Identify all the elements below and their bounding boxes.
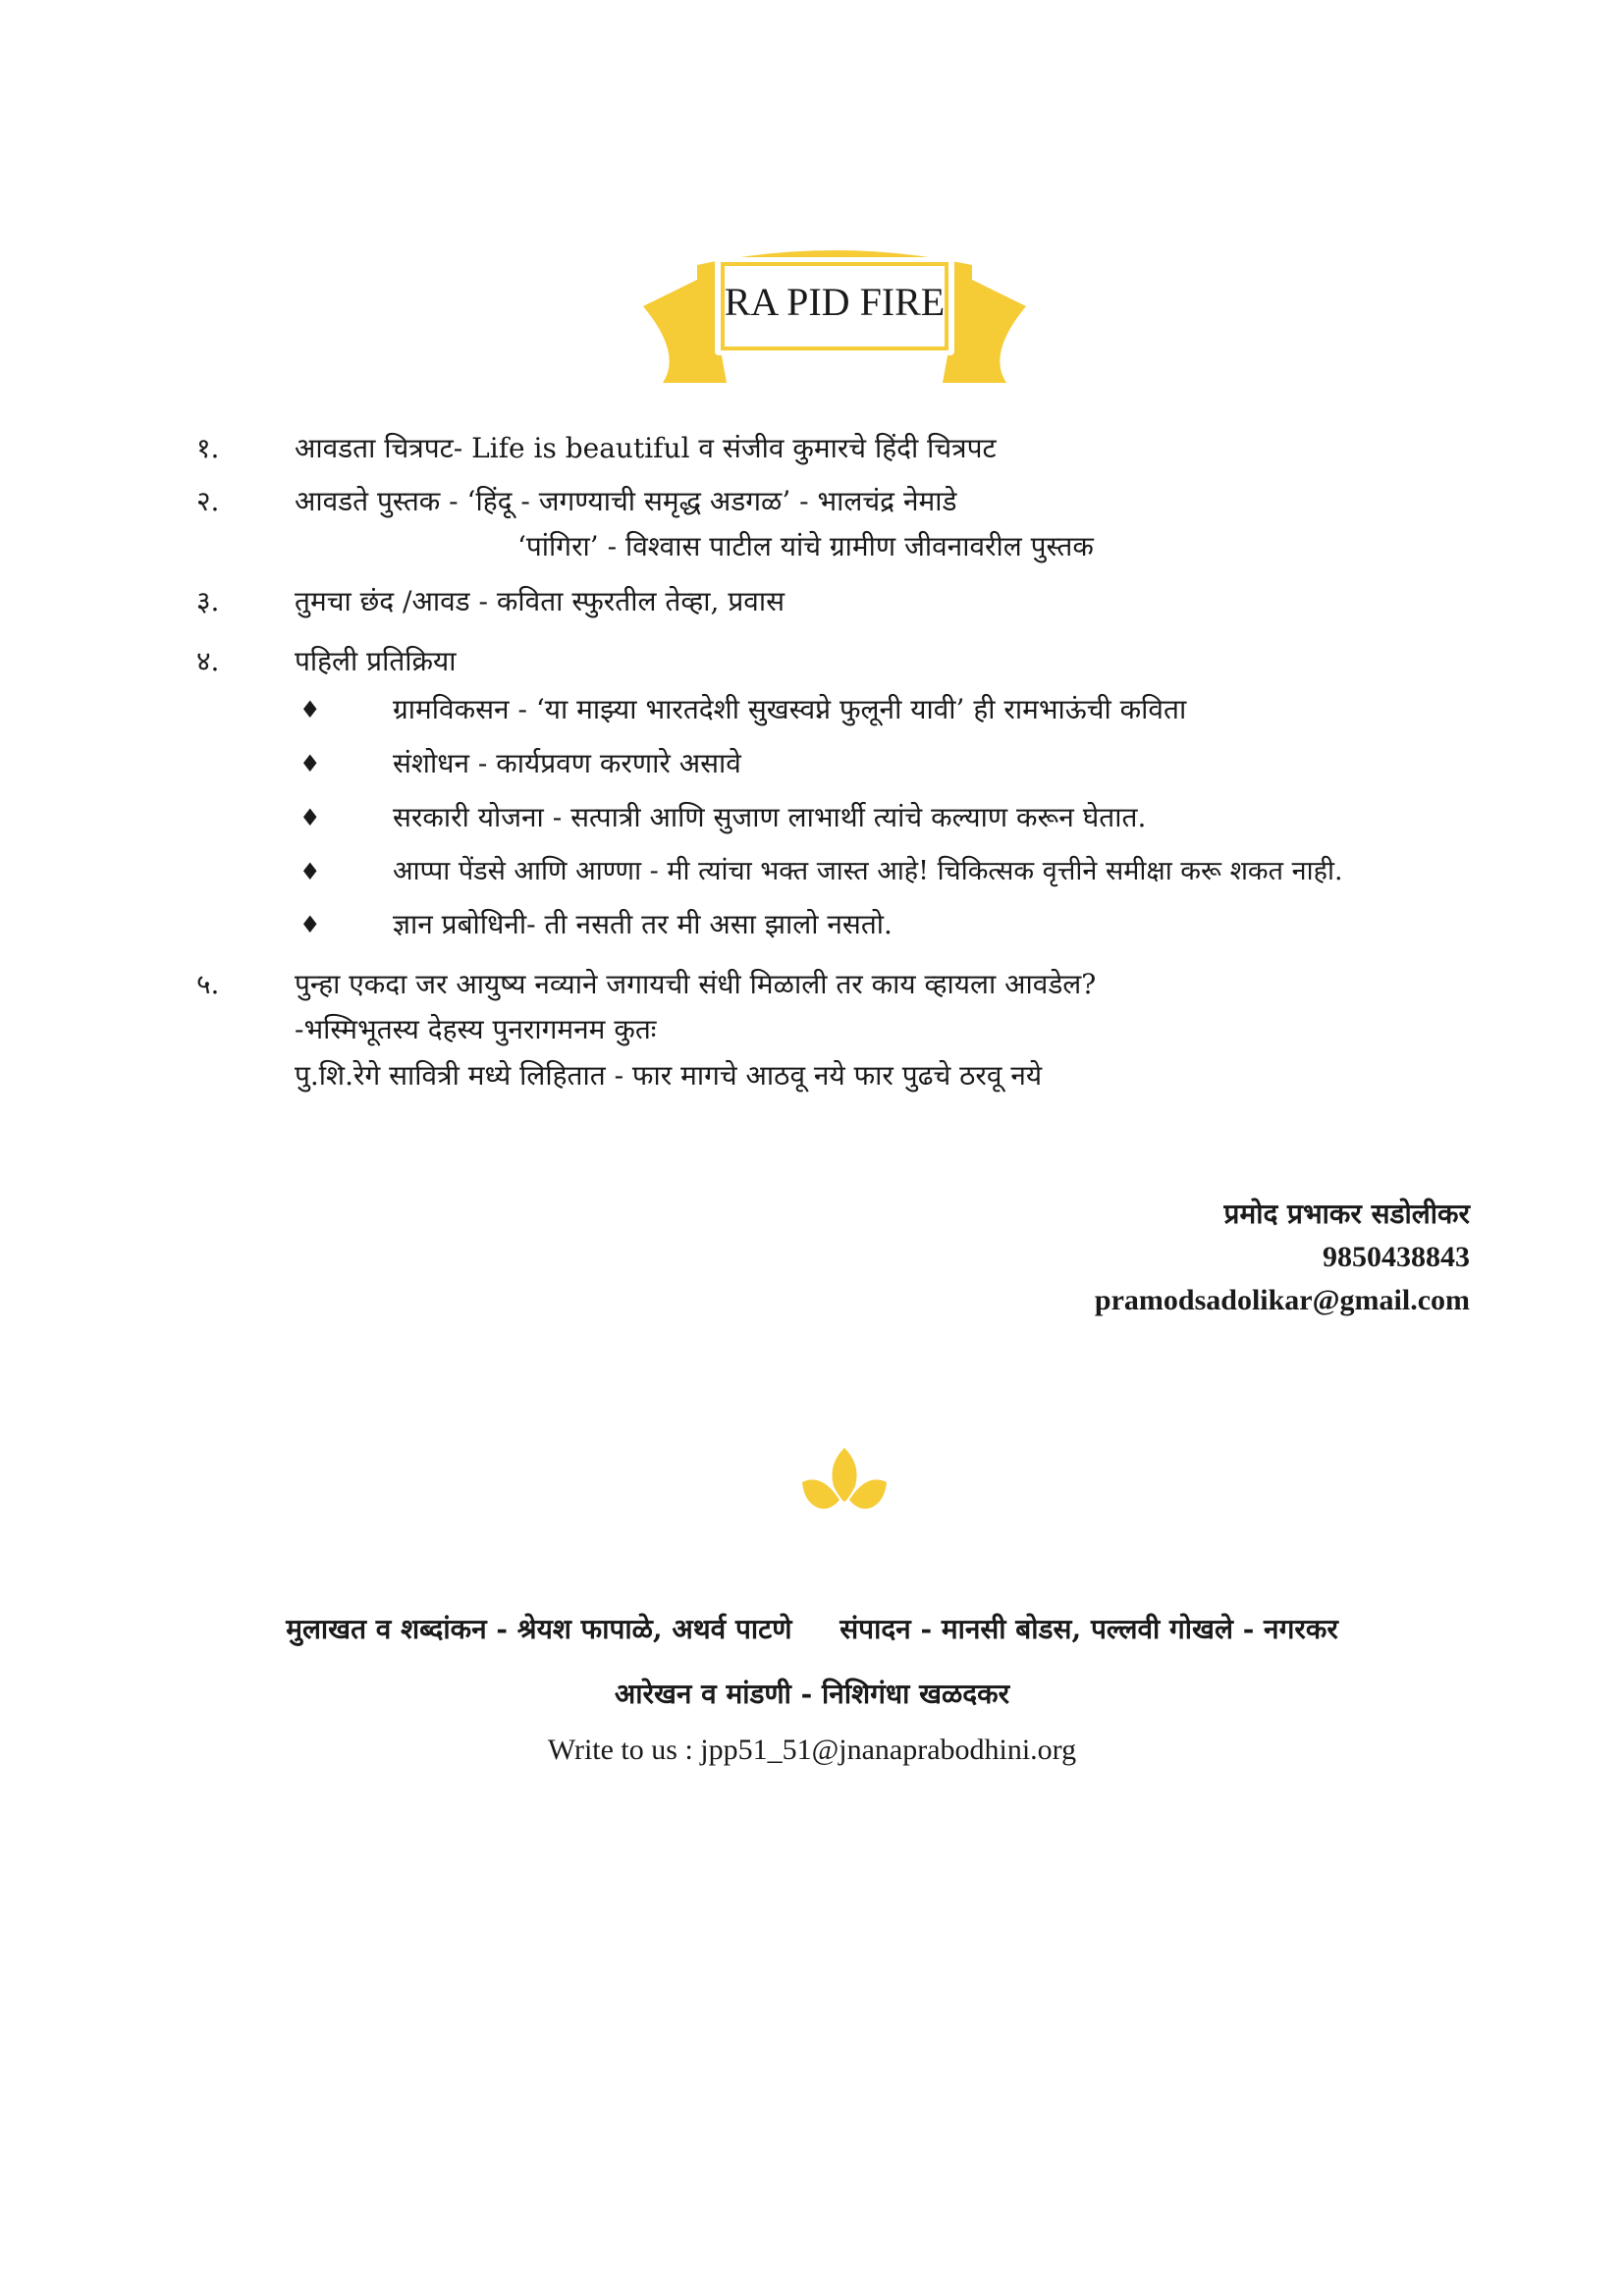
author-name: प्रमोद प्रभाकर सडोलीकर: [1223, 1198, 1470, 1230]
item-number-5: ५.: [196, 968, 220, 1000]
reaction-item-3: सरकारी योजना - सत्पात्री आणि सुजाण लाभार्थी त्यांचे कल्याण करून घेतात.: [393, 801, 1147, 833]
item-3-text: तुमचा छंद /आवड - कविता स्फुरतील तेव्हा, प्रवास: [295, 585, 785, 617]
author-phone: 9850438843: [1323, 1241, 1470, 1273]
bullet-icon: ♦: [299, 804, 321, 831]
item-5-question: पुन्हा एकदा जर आयुष्य नव्याने जगायची संधी मिळाली तर काय व्हायला आवडेल?: [295, 968, 1097, 1000]
item-2-text-line-2: ‘पांगिरा’ - विश्वास पाटील यांचे ग्रामीण जीवनावरील पुस्तक: [517, 530, 1094, 562]
credits-line-1: मुलाखत व शब्दांकन - श्रेयश फापाळे, अथर्व पाटणे संपादन - मानसी बोडस, पल्लवी गोखले - नगरकर: [286, 1613, 1338, 1645]
bullet-icon: ♦: [299, 911, 321, 938]
item-number-4: ४.: [196, 645, 220, 677]
reaction-item-1: ग्रामविकसन - ‘या माझ्या भारतदेशी सुखस्वप्ने फुलूनी यावी’ ही रामभाऊंची कविता: [393, 693, 1187, 725]
item-number-2: २.: [196, 485, 220, 517]
bullet-icon: ♦: [299, 750, 321, 777]
reaction-item-5: ज्ञान प्रबोधिनी- ती नसती तर मी असा झालो नसतो.: [393, 908, 893, 940]
signature-block: [1095, 1193, 1470, 1322]
item-number-3: ३.: [196, 585, 220, 617]
item-5-note: पु.शि.रेगे सावित्री मध्ये लिहितात - फार मागचे आठवू नये फार पुढचे ठरवू नये: [295, 1059, 1043, 1092]
item-4-text: पहिली प्रतिक्रिया: [295, 645, 457, 677]
write-to-us: Write to us : jpp51_51@jnanaprabodhini.org: [547, 1734, 1077, 1766]
page-title: RA PID FIRE: [724, 280, 946, 324]
author-email: pramodsadolikar@gmail.com: [1094, 1284, 1470, 1316]
item-2-text-line-1: आवडते पुस्तक - ‘हिंदू - जगण्याची समृद्ध अडगळ’ - भालचंद्र नेमाडे: [295, 485, 957, 517]
item-1-text: आवडता चित्रपट- Life is beautiful व संजीव कुमारचे हिंदी चित्रपट: [295, 432, 997, 464]
reaction-item-2: संशोधन - कार्यप्रवण करणारे असावे: [393, 747, 741, 779]
item-number-1: १.: [196, 432, 220, 464]
item-5-quote: -भस्मिभूतस्य देहस्य पुनरागमनम कुतः: [295, 1013, 657, 1045]
credits-line-2: आरेखन व मांडणी - निशिगंधा खळदकर: [614, 1678, 1010, 1710]
reaction-item-4: आप्पा पेंडसे आणि आण्णा - मी त्यांचा भक्त जास्त आहे! चिकित्सक वृत्तीने समीक्षा करू शकत नाही.: [393, 856, 1343, 886]
flower-icon: [800, 1443, 889, 1522]
rapid-fire-banner: [638, 236, 1031, 393]
bullet-icon: ♦: [299, 696, 321, 723]
bullet-icon: ♦: [299, 858, 321, 885]
